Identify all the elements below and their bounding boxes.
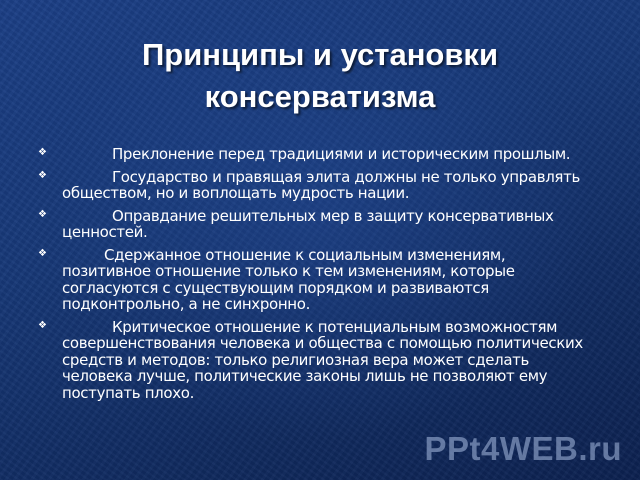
diamond-bullet-icon: ❖ bbox=[38, 147, 47, 158]
bullet-text: Преклонение перед традициями и историческим прошлым. bbox=[112, 145, 571, 163]
bullet-text: Государство и правящая элита должны не только управлять обществом, но и воплощать мудрость нации. bbox=[62, 167, 580, 202]
slide-title-line-1: Принципы и установки bbox=[141, 37, 498, 72]
bullet-item bbox=[38, 146, 598, 163]
bullet-text: Критическое отношение к потенциальным возможностям совершенствования человека и общества с помощью политических средств и методов: только религиозная вера может сделать человека лучше, политические законы лишь не позволяют ему поступать плохо. bbox=[62, 317, 583, 402]
bullet-text: Оправдание решительных мер в защиту консервативных ценностей. bbox=[62, 206, 554, 241]
bullet-text: Сдержанное отношение к социальным изменениям, позитивное отношение только к тем изменениям, которые согласуются с существующим порядком и развиваются подконтрольно, а не синхронно. bbox=[62, 245, 515, 313]
site-watermark: PPt4WEB.ru bbox=[424, 430, 622, 467]
bullet-item bbox=[38, 319, 598, 402]
diamond-bullet-icon: ❖ bbox=[38, 169, 47, 181]
slide-title bbox=[20, 34, 620, 118]
bullet-item bbox=[38, 208, 598, 241]
bullet-item bbox=[38, 169, 598, 202]
diamond-bullet-icon: ❖ bbox=[38, 208, 47, 220]
bullet-item bbox=[38, 247, 598, 313]
diamond-bullet-icon: ❖ bbox=[38, 247, 47, 259]
bullet-list bbox=[38, 146, 598, 407]
diamond-bullet-icon: ❖ bbox=[38, 319, 47, 331]
slide-title-line-2: консерватизма bbox=[204, 79, 436, 114]
